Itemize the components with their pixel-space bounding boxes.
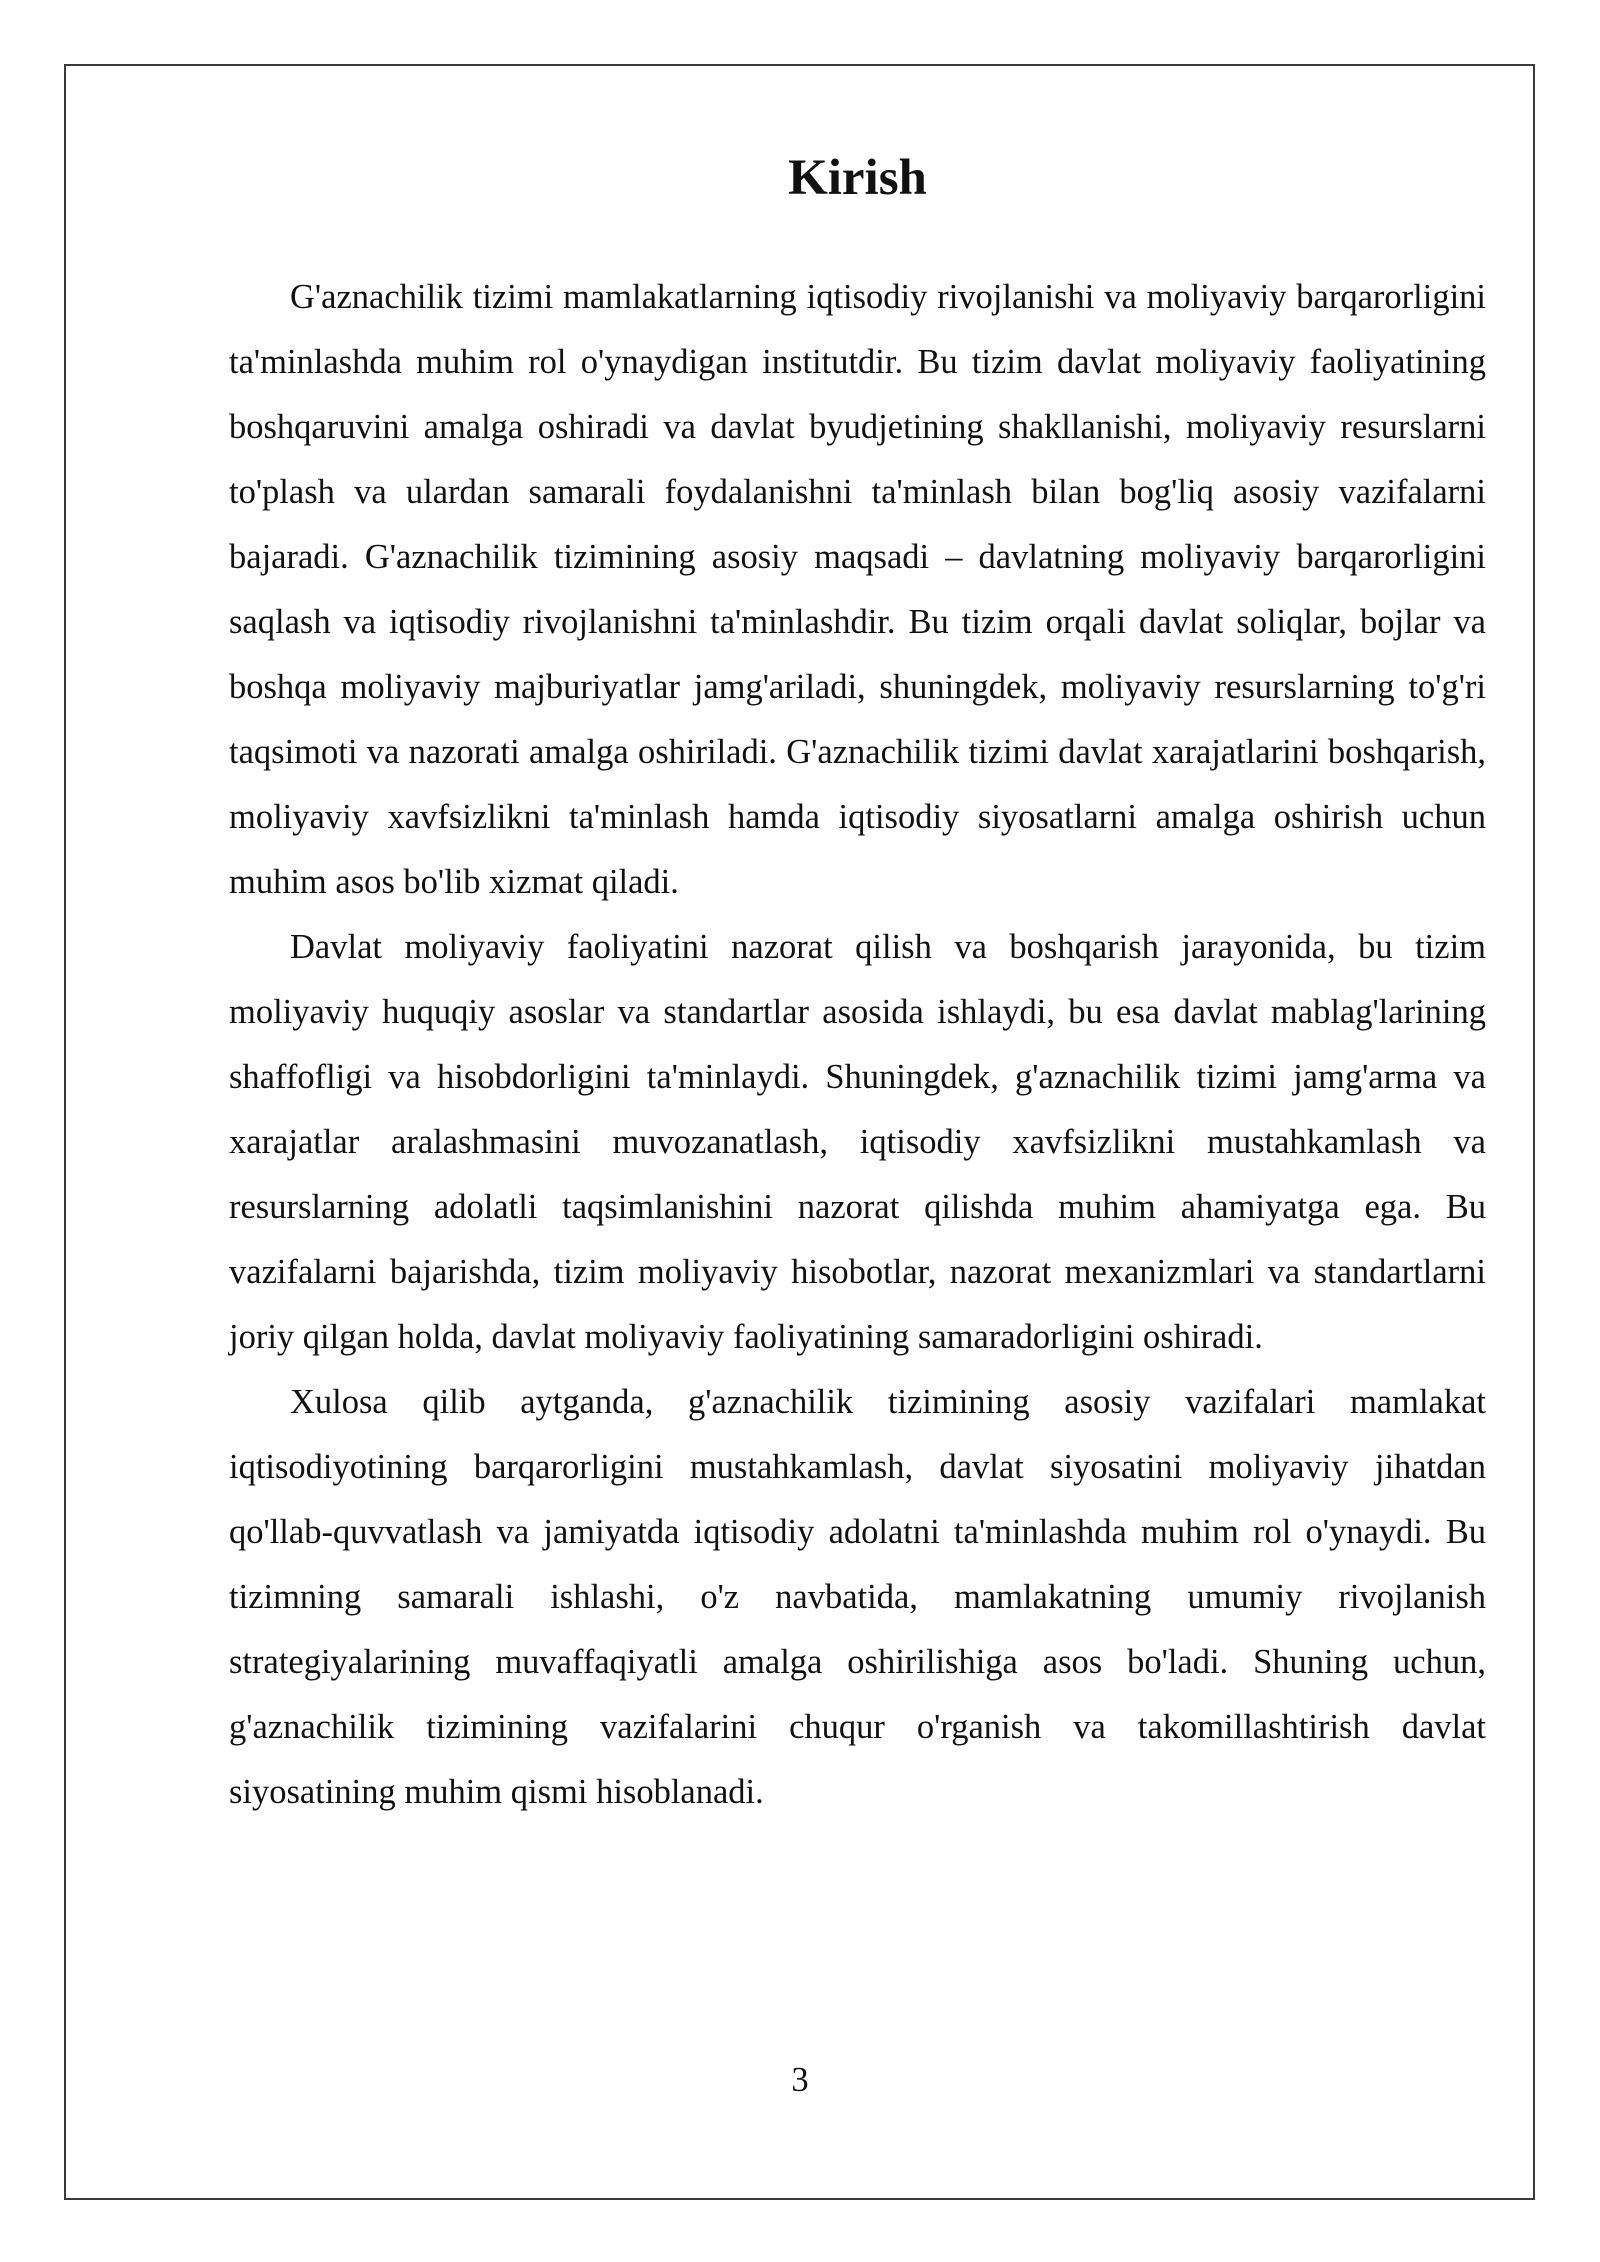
paragraph-2: Davlat moliyaviy faoliyatini nazorat qilish va boshqarish jarayonida, bu tizim moliyaviy huquqiy asoslar va standartlar asosida ishlaydi, bu esa davlat mablag'larining shaffofligi va hisobdorligini ta'minlaydi. Shuningdek, g'aznachilik tizimi jamg'arma va xarajatlar aralashmasini muvozanatlash, iqtisodiy xavfsizlikni mustahkamlash va resurslarning adolatli taqsimlanishini nazorat qilishda muhim ahamiyatga ega. Bu vazifalarni bajarishda, tizim moliyaviy hisobotlar, nazorat mexanizmlari va standartlarni joriy qilgan holda, davlat moliyaviy faoliyatining samaradorligini oshiradi. <box>229 928 1486 1357</box>
page-number: 3 <box>791 2061 809 2099</box>
document-body <box>229 148 1486 1825</box>
page-title: Kirish <box>788 150 927 206</box>
paragraph-1: G'aznachilik tizimi mamlakatlarning iqtisodiy rivojlanishi va moliyaviy barqarorligini ta'minlashda muhim rol o'ynaydigan institutdir. Bu tizim davlat moliyaviy faoliyatining boshqaruvini amalga oshiradi va davlat byudjetining shakllanishi, moliyaviy resurslarni to'plash va ulardan samarali foydalanishni ta'minlash bilan bog'liq asosiy vazifalarni bajaradi. G'aznachilik tizimining asosiy maqsadi – davlatning moliyaviy barqarorligini saqlash va iqtisodiy rivojlanishni ta'minlashdir. Bu tizim orqali davlat soliqlar, bojlar va boshqa moliyaviy majburiyatlar jamg'ariladi, shuningdek, moliyaviy resurslarning to'g'ri taqsimoti va nazorati amalga oshiriladi. G'aznachilik tizimi davlat xarajatlarini boshqarish, moliyaviy xavfsizlikni ta'minlash hamda iqtisodiy siyosatlarni amalga oshirish uchun muhim asos bo'lib xizmat qiladi. <box>229 278 1486 902</box>
paragraph-3: Xulosa qilib aytganda, g'aznachilik tizimining asosiy vazifalari mamlakat iqtisodiyotining barqarorligini mustahkamlash, davlat siyosatini moliyaviy jihatdan qo'llab-quvvatlash va jamiyatda iqtisodiy adolatni ta'minlashda muhim rol o'ynaydi. Bu tizimning samarali ishlashi, o'z navbatida, mamlakatning umumiy rivojlanish strategiyalarining muvaffaqiyatli amalga oshirilishiga asos bo'ladi. Shuning uchun, g'aznachilik tizimining vazifalarini chuqur o'rganish va takomillashtirish davlat siyosatining muhim qismi hisoblanadi. <box>229 1383 1486 1812</box>
